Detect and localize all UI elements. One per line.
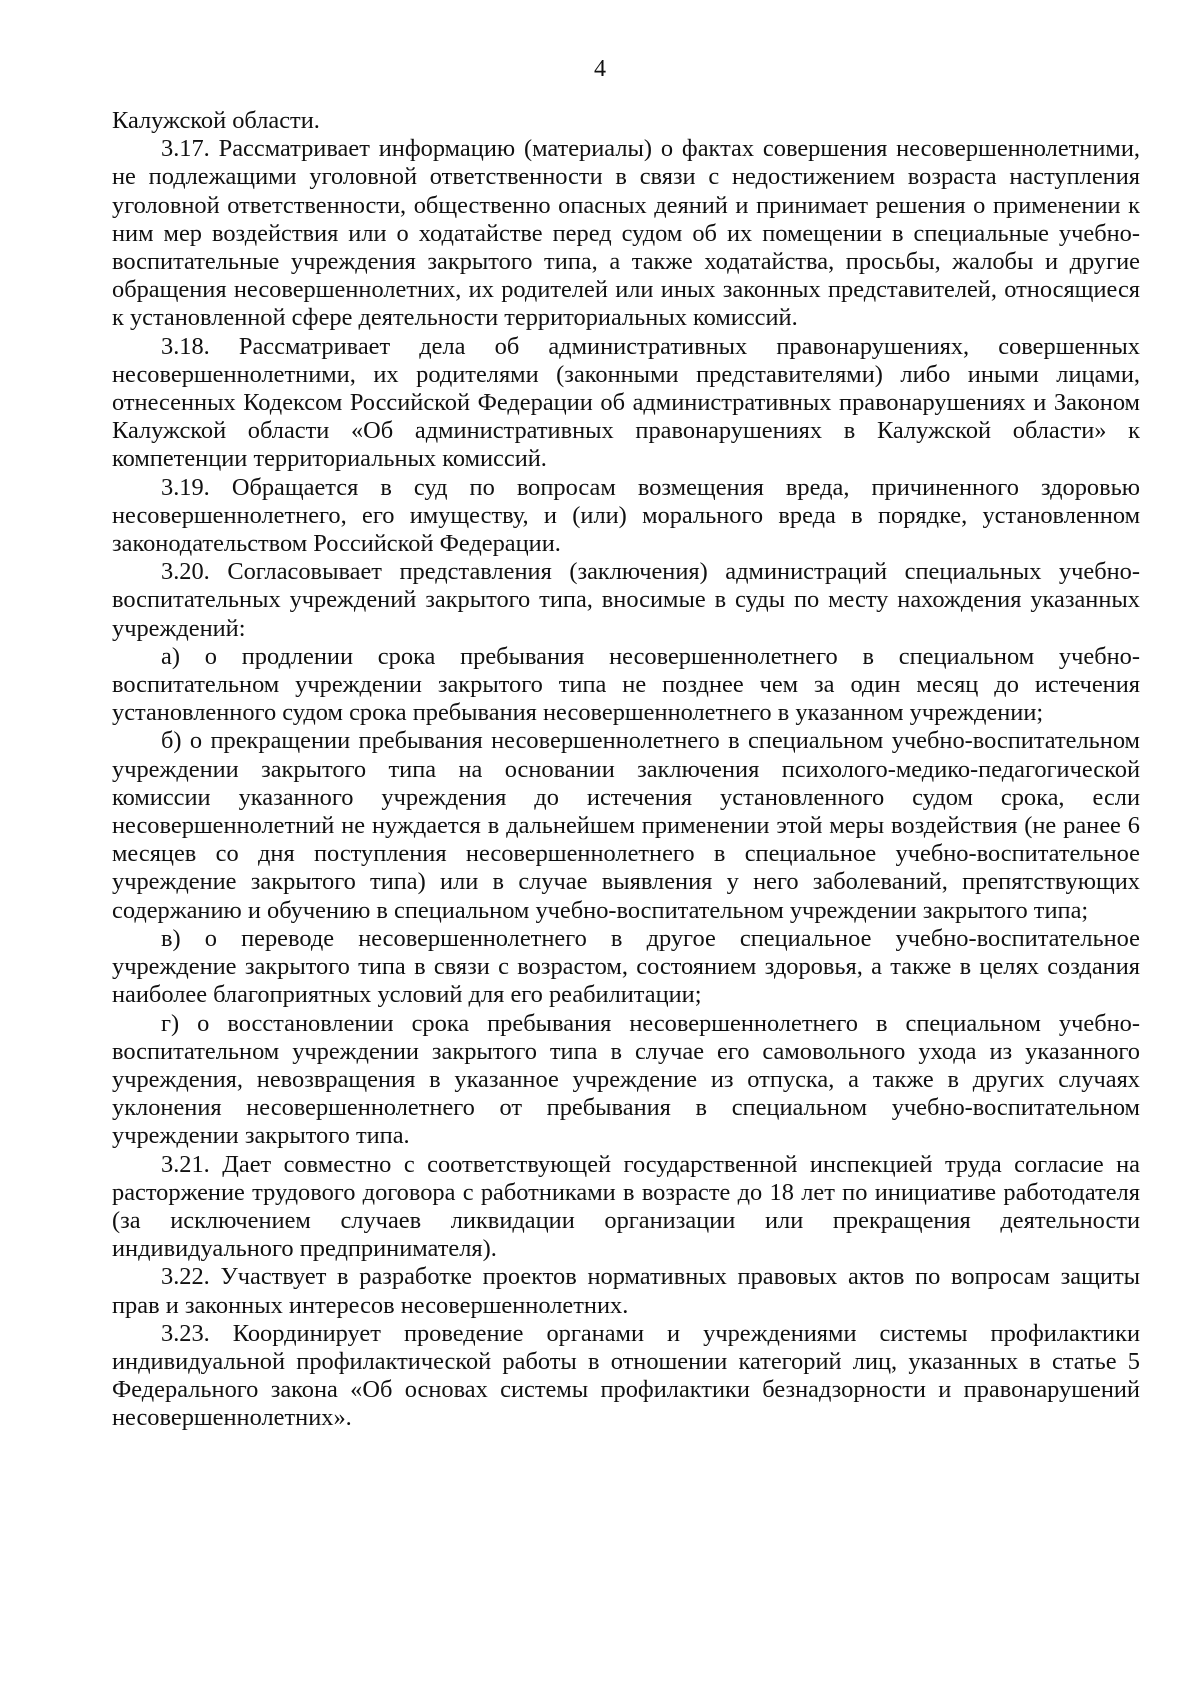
paragraph-3-23: 3.23. Координирует проведение органами и учреждениями системы профилактики индивидуальной профилактической работы в отношении категорий лиц, указанных в статье 5 Федерального закона «Об основах системы профилактики безнадзорности и правонарушений несовершеннолетних».: [112, 1319, 1140, 1432]
paragraph-3-22: 3.22. Участвует в разработке проектов нормативных правовых актов по вопросам защиты прав и законных интересов несовершеннолетних.: [112, 1263, 1140, 1319]
subparagraph-v: в) о переводе несовершеннолетнего в другое специальное учебно-воспитательное учреждение закрытого типа в связи с возрастом, состоянием здоровья, а также в целях создания наиболее благоприятных условий для его реабилитации;: [112, 924, 1140, 1009]
subparagraph-b: б) о прекращении пребывания несовершеннолетнего в специальном учебно-воспитательном учреждении закрытого типа на основании заключения психолого-медико-педагогической комиссии указанного учреждения до истечения установленного судом срока, если несовершеннолетний не нуждается в дальнейшем применении этой меры воздействия (не ранее 6 месяцев со дня поступления несовершеннолетнего в специальное учебно-воспитательное учреждение закрытого типа) или в случае выявления у него заболеваний, препятствующих содержанию и обучению в специальном учебно-воспитательном учреждении закрытого типа;: [112, 727, 1140, 924]
paragraph-3-20: 3.20. Согласовывает представления (заключения) администраций специальных учебно-воспитательных учреждений закрытого типа, вносимые в суды по месту нахождения указанных учреждений:: [112, 558, 1140, 642]
subparagraph-a: а) о продлении срока пребывания несовершеннолетнего в специальном учебно-воспитательном учреждении закрытого типа не позднее чем за один месяц до истечения установленного судом срока пребывания несовершеннолетнего в указанном учреждении;: [112, 642, 1140, 727]
paragraph-3-18: 3.18. Рассматривает дела об административных правонарушениях, совершенных несовершеннолетними, их родителями (законными представителями) либо иными лицами, отнесенных Кодексом Российской Федерации об административных правонарушениях и Законом Калужской области «Об административных правонарушениях в Калужской области» к компетенции территориальных комиссий.: [112, 332, 1140, 473]
paragraph-3-17: 3.17. Рассматривает информацию (материалы) о фактах совершения несовершеннолетними, не подлежащими уголовной ответственности в связи с недостижением возраста наступления уголовной ответственности, общественно опасных деяний и принимает решения о применении к ним мер воздействия или о ходатайстве перед судом об их помещении в специальные учебно-воспитательные учреждения закрытого типа, а также ходатайства, просьбы, жалобы и другие обращения несовершеннолетних, их родителей или иных законных представителей, относящиеся к установленной сфере деятельности территориальных комиссий.: [112, 135, 1140, 332]
paragraph-3-21: 3.21. Дает совместно с соответствующей государственной инспекцией труда согласие на расторжение трудового договора с работниками в возрасте до 18 лет по инициативе работодателя (за исключением случаев ликвидации организации или прекращения деятельности индивидуального предпринимателя).: [112, 1150, 1140, 1263]
paragraph-3-19: 3.19. Обращается в суд по вопросам возмещения вреда, причиненного здоровью несовершеннолетнего, его имуществу, и (или) морального вреда в порядке, установленном законодательством Российской Федерации.: [112, 473, 1140, 558]
page-number: 4: [594, 56, 606, 82]
document-body: [112, 107, 1140, 1433]
subparagraph-g: г) о восстановлении срока пребывания несовершеннолетнего в специальном учебно-воспитательном учреждении закрытого типа в случае его самовольного ухода из указанного учреждения, невозвращения в указанное учреждение из отпуска, а также в других случаях уклонения несовершеннолетнего от пребывания в специальном учебно-воспитательном учреждении закрытого типа.: [112, 1009, 1140, 1150]
paragraph-continuation: Калужской области.: [112, 107, 320, 134]
